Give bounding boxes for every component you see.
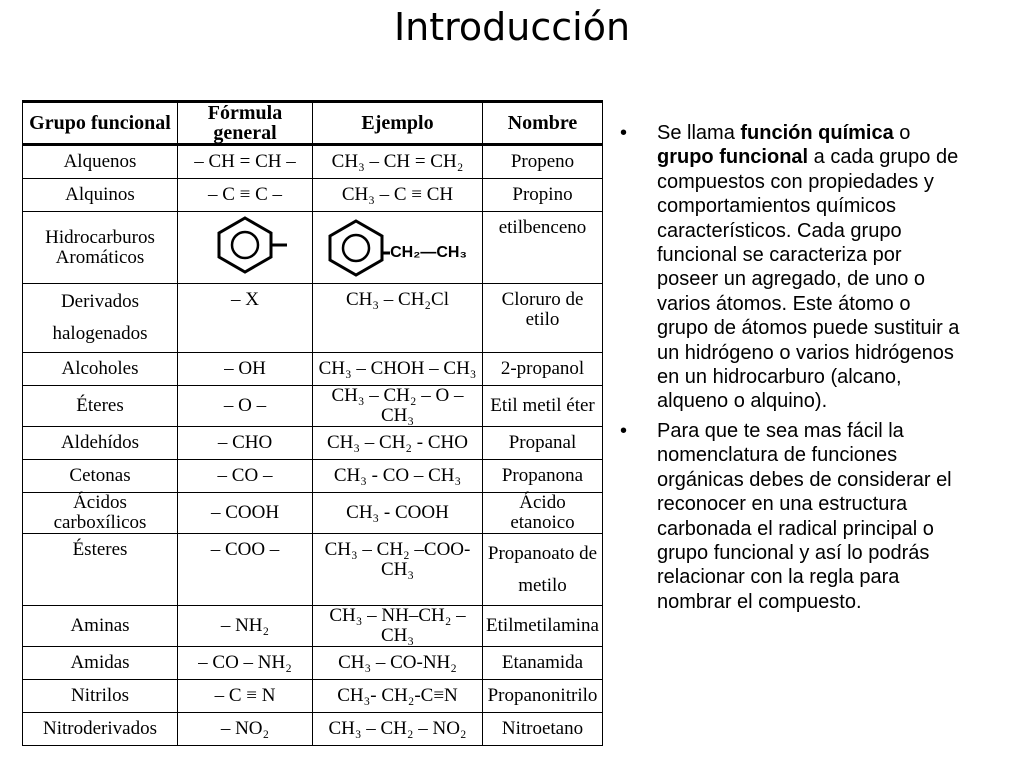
cell-formula: – COOH xyxy=(178,493,313,534)
table-row xyxy=(23,647,603,680)
cell-group: Nitroderivados xyxy=(23,713,178,746)
cell-formula: – C ≡ N xyxy=(178,680,313,713)
cell-group: Nitrilos xyxy=(23,680,178,713)
cell-group: Ésteres xyxy=(23,534,178,606)
cell-formula: – O – xyxy=(178,386,313,427)
cell-formula: – CO – xyxy=(178,460,313,493)
cell-example: CH₃ – CH₂ – O – CH₃ xyxy=(313,386,483,427)
benzene-ring-icon xyxy=(328,217,390,279)
cell-example: CH₃ - CO – CH₃ xyxy=(313,460,483,493)
table-row xyxy=(23,606,603,647)
header-group: Grupo funcional xyxy=(23,102,178,145)
cell-example: CH₃- CH₂-C≡N xyxy=(313,680,483,713)
cell-name: Etil metil éter xyxy=(483,386,603,427)
bullet-bold-term: grupo funcional xyxy=(657,146,809,169)
cell-example: CH₃ – CHOH – CH₃ xyxy=(313,353,483,386)
header-name: Nombre xyxy=(483,102,603,145)
bullet-marker: • xyxy=(620,419,628,442)
bullet-item-definition xyxy=(620,121,965,414)
cell-name: Ácido etanoico xyxy=(483,493,603,534)
bullet-text: a cada grupo de compuestos con propiedades y comportamientos químicos característicos. Cada grupo funcional se caracteriza por poseer un agregado, de uno o varios átomos. Este átomo o grupo de átomos puede sustituir a un hidrógeno o varios hidrógenos en un hidrocarburo (alcano, alqueno o alquino). xyxy=(657,146,960,413)
cell-name: Nitroetano xyxy=(483,713,603,746)
cell-example: CH₃ – CH = CH₂ xyxy=(313,145,483,179)
cell-formula: – NO₂ xyxy=(178,713,313,746)
cell-formula: – C ≡ C – xyxy=(178,179,313,212)
cell-group: Aldehídos xyxy=(23,427,178,460)
cell-name: Etilmetilamina xyxy=(483,606,603,647)
table-row xyxy=(23,493,603,534)
cell-formula: – COO – xyxy=(178,534,313,606)
bullet-list xyxy=(620,121,965,619)
benzene-ring-icon xyxy=(199,214,291,276)
table-row xyxy=(23,179,603,212)
bullet-bold-term: función química xyxy=(740,122,894,144)
header-example: Ejemplo xyxy=(313,102,483,145)
cell-example: CH₃ – CO-NH₂ xyxy=(313,647,483,680)
cell-formula: – OH xyxy=(178,353,313,386)
cell-group: Aminas xyxy=(23,606,178,647)
cell-example: CH₃ – CH₂ – NO₂ xyxy=(313,713,483,746)
table-row xyxy=(23,386,603,427)
functional-groups-table xyxy=(22,100,603,746)
cell-name: Etanamida xyxy=(483,647,603,680)
table-header-row xyxy=(23,102,603,145)
cell-group: Alquenos xyxy=(23,145,178,179)
cell-name: Propeno xyxy=(483,145,603,179)
ethyl-group-label: CH₂—CH₃ xyxy=(390,243,467,261)
cell-name: 2-propanol xyxy=(483,353,603,386)
bullet-text: o xyxy=(893,122,911,144)
bullet-marker: • xyxy=(620,122,628,144)
cell-formula: – CHO xyxy=(178,427,313,460)
cell-example: CH₃ - COOH xyxy=(313,493,483,534)
cell-group: Alquinos xyxy=(23,179,178,212)
table-row xyxy=(23,353,603,386)
slide-title: Introducción xyxy=(393,5,631,49)
table-row xyxy=(23,680,603,713)
cell-group: Derivados halogenados xyxy=(23,284,178,353)
cell-name: Propanonitrilo xyxy=(483,680,603,713)
cell-name: Cloruro de etilo xyxy=(483,284,603,353)
cell-name: etilbenceno xyxy=(483,212,603,284)
cell-formula-benzene xyxy=(178,212,313,284)
cell-name: Propino xyxy=(483,179,603,212)
cell-formula: – NH₂ xyxy=(178,606,313,647)
functional-groups-table-container xyxy=(22,100,602,746)
table-row xyxy=(23,212,603,284)
cell-group: Hidrocarburos Aromáticos xyxy=(23,212,178,284)
cell-example: CH₃ – C ≡ CH xyxy=(313,179,483,212)
table-row xyxy=(23,145,603,179)
bullet-text: Se llama xyxy=(657,122,741,144)
table-row xyxy=(23,284,603,353)
cell-group: Éteres xyxy=(23,386,178,427)
cell-formula: – X xyxy=(178,284,313,353)
table-row xyxy=(23,427,603,460)
cell-example: CH₃ – CH₂ –COO-CH₃ xyxy=(313,534,483,606)
cell-example: CH₃ – NH–CH₂ – CH₃ xyxy=(313,606,483,647)
cell-example: CH₃ – CH₂Cl xyxy=(313,284,483,353)
cell-group: Alcoholes xyxy=(23,353,178,386)
bullet-item-nomenclature xyxy=(620,419,965,614)
cell-name: Propanoato de metilo xyxy=(483,534,603,606)
cell-group: Amidas xyxy=(23,647,178,680)
cell-name: Propanal xyxy=(483,427,603,460)
cell-group: Cetonas xyxy=(23,460,178,493)
header-formula: Fórmula general xyxy=(178,102,313,145)
cell-formula: – CO – NH₂ xyxy=(178,647,313,680)
table-row xyxy=(23,713,603,746)
cell-name: Propanona xyxy=(483,460,603,493)
cell-example-benzene xyxy=(313,212,483,284)
cell-formula: – CH = CH – xyxy=(178,145,313,179)
table-row xyxy=(23,460,603,493)
bullet-text: Para que te sea mas fácil la nomenclatura de funciones orgánicas debes de considerar el reconocer en una estructura carbonada el radical principal o grupo funcional y así lo podrás relacionar con la regla para nombrar el compuesto. xyxy=(657,419,952,613)
table-row xyxy=(23,534,603,606)
cell-example: CH₃ – CH₂ - CHO xyxy=(313,427,483,460)
cell-group: Ácidos carboxílicos xyxy=(23,493,178,534)
